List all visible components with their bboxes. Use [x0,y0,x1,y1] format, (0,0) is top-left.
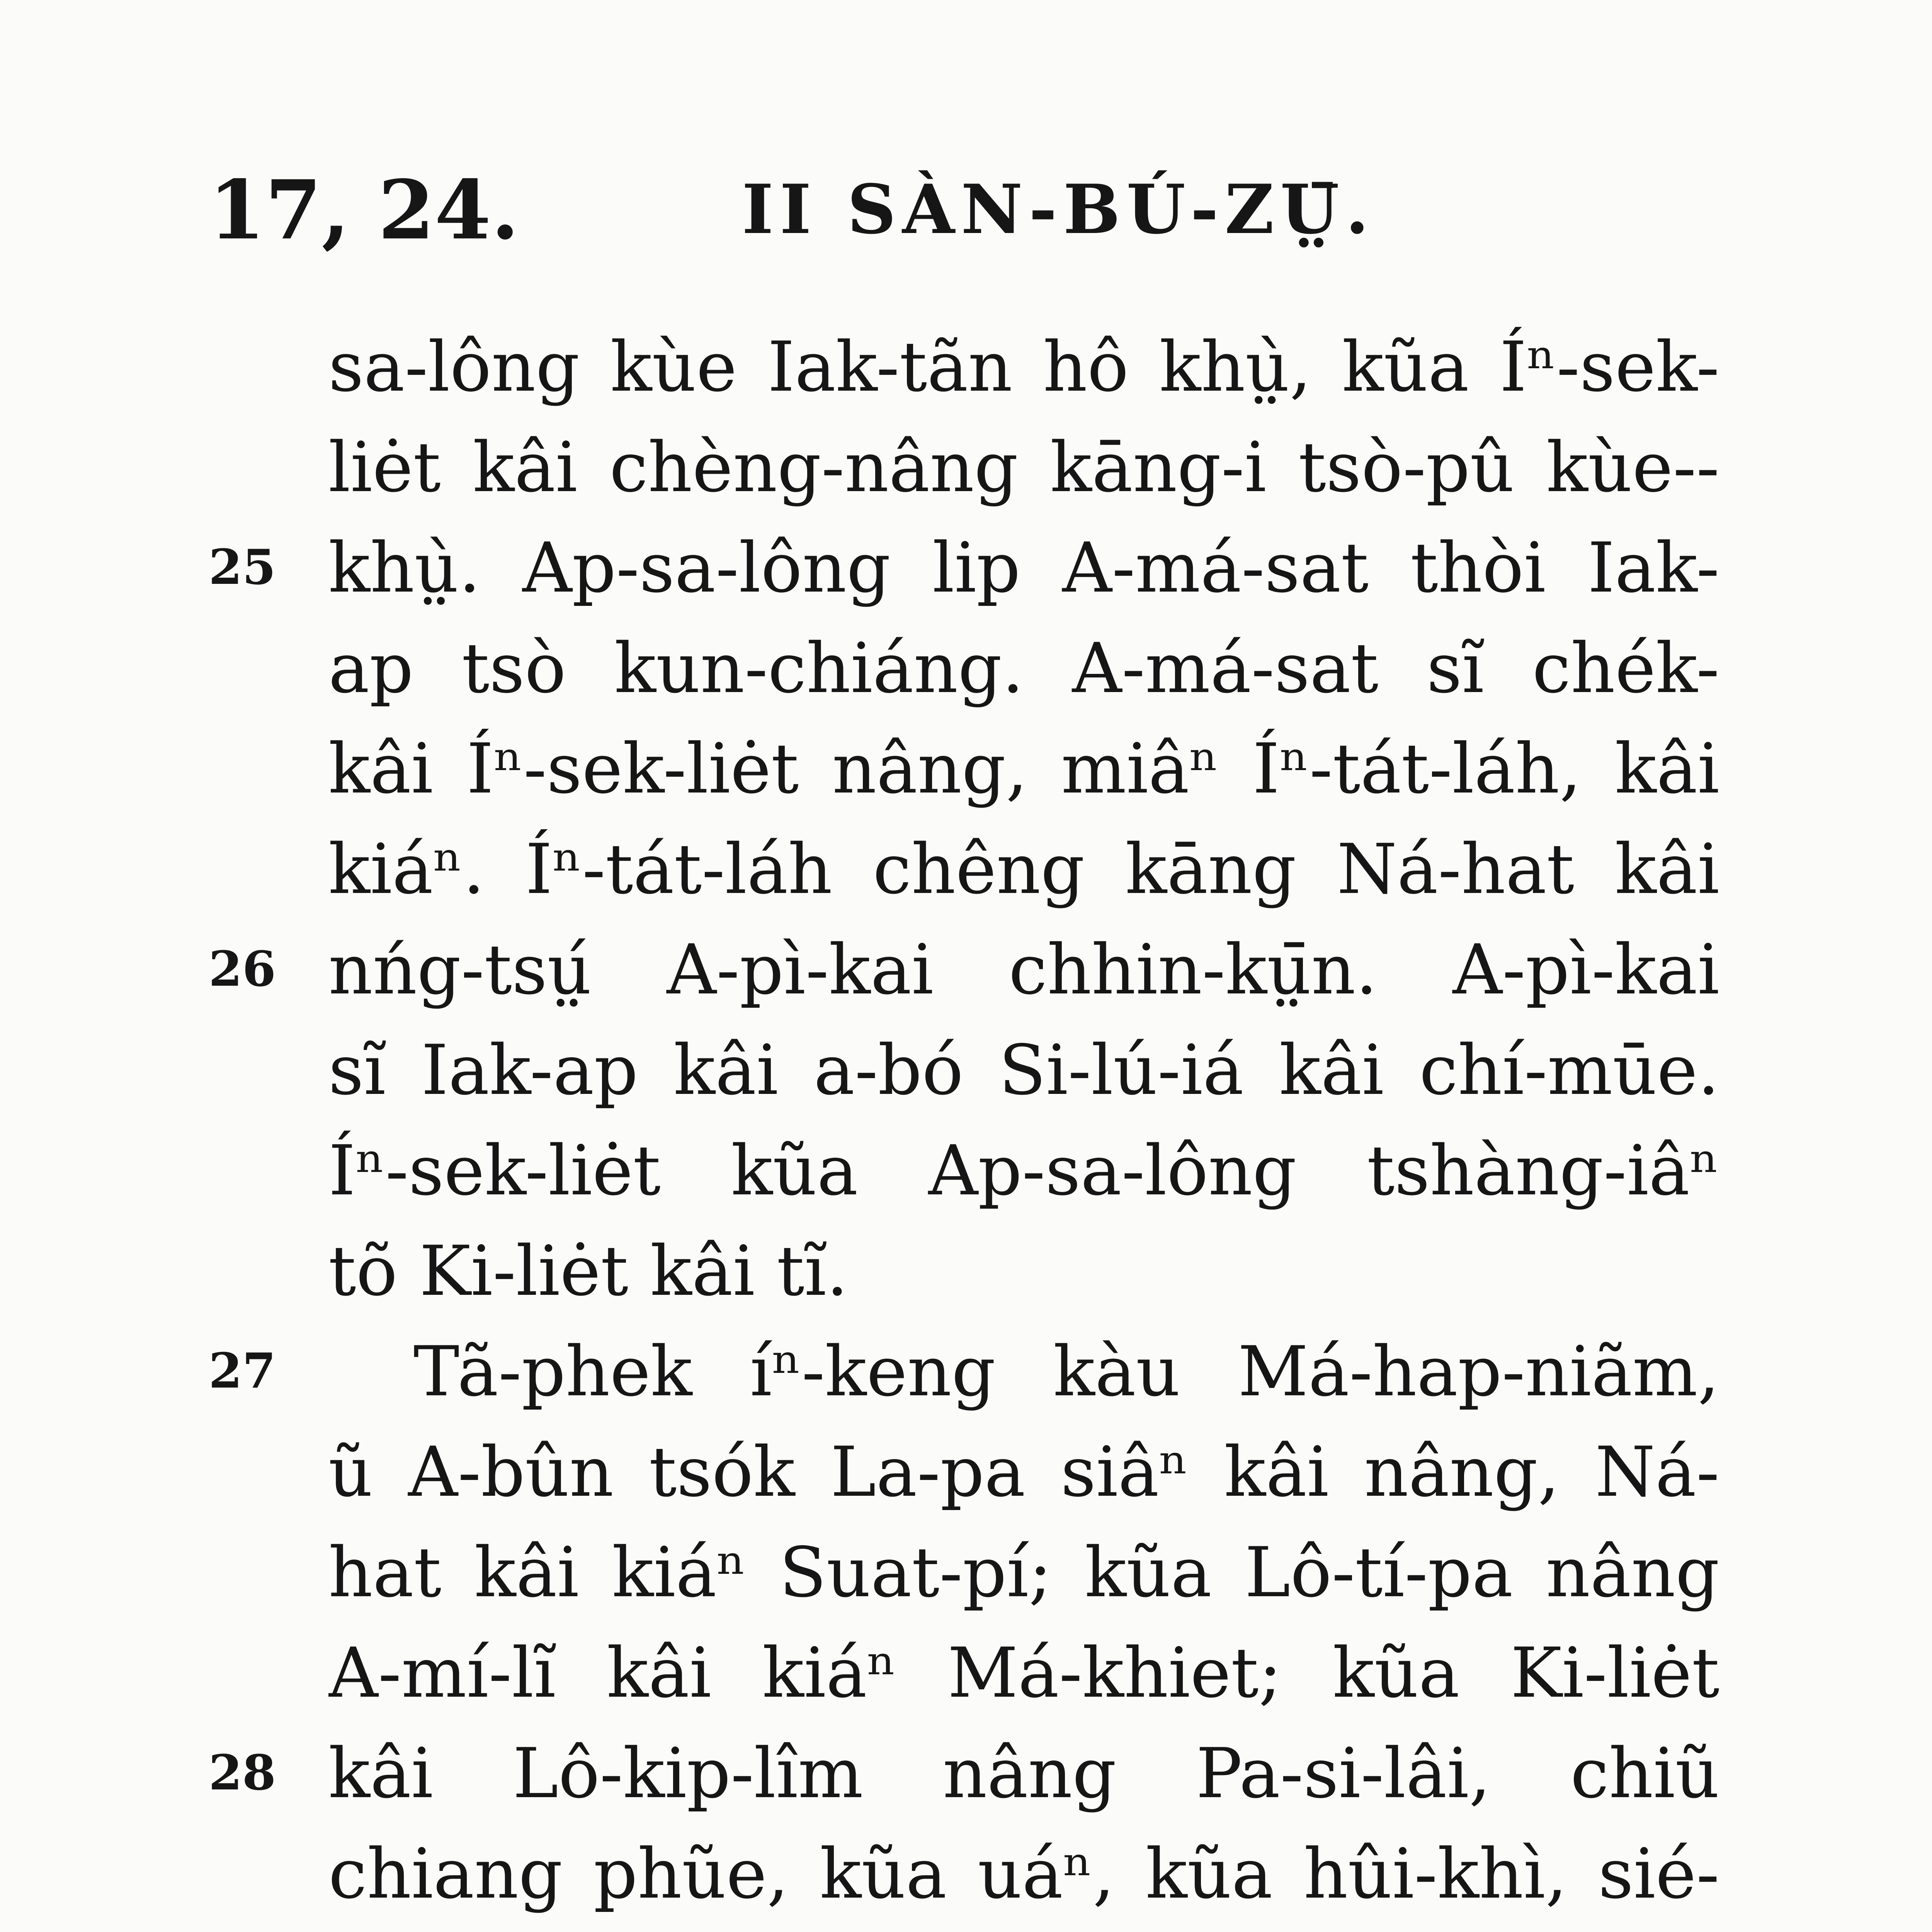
verse-number: 25 [209,539,276,595]
line-text: nńg-tsṳ́ A-pì-kai chhin-kṳ̄n. A-pì-kai [328,930,1719,1010]
line-text: ap tsò kun-chiáng. A-má-sat sĩ chék- [328,628,1719,708]
verse-number: 27 [209,1343,276,1399]
line-text [328,1924,1719,1932]
line-text: Íⁿ-sek-liėt kũa Ap-sa-lông tshàng-iâⁿ [328,1131,1719,1211]
text-line [0,1824,1932,1928]
text-line [0,417,1932,522]
line-text: khṳ̀. Ap-sa-lông lip A-má-sat thòi Iak- [328,528,1719,608]
text-line [0,618,1932,723]
line-text: A-mí-lĩ kâi kiáⁿ Má-khiet; kũa Ki-liėt [328,1633,1719,1713]
line-text: sa-lông kùe Iak-tãn hô khṳ̀, kũa Íⁿ-sek- [328,327,1719,407]
line-text: liėt kâi chèng-nâng kāng-i tsò-pû kùe-- [328,427,1719,507]
line-text: chiang phũe, kũa uáⁿ, kũa hûi-khì, sié- [328,1834,1719,1914]
verse-number: 28 [209,1745,276,1801]
text-line [0,920,1932,1024]
page-header [0,162,1932,278]
text-line [0,317,1932,421]
line-text: Tã-phek íⁿ-keng kàu Má-hap-niãm, [413,1332,1719,1412]
text-line [0,1723,1932,1828]
line-text: hat kâi kiáⁿ Suat-pí; kũa Lô-tí-pa nâng [328,1532,1719,1612]
line-text: tõ Ki-liėt kâi tĩ. [328,1231,849,1311]
verse-number: 26 [209,941,276,997]
running-title: II SÀN-BÚ-ZṲ̄. [742,170,1375,249]
line-text: sĩ Iak-ap kâi a-bó Si-lú-iá kâi chí-mūe. [328,1030,1719,1110]
text-line [0,1020,1932,1124]
text-line [0,1924,1932,1932]
text-line [0,1522,1932,1627]
chapter-verse-reference: 17, 24. [209,162,519,258]
text-line [0,719,1932,823]
text-line [0,819,1932,923]
text-line [0,1623,1932,1727]
text-line [0,1321,1932,1426]
text-line [0,1221,1932,1325]
line-text: kiáⁿ. Íⁿ-tát-láh chêng kāng Ná-hat kâi [328,829,1719,909]
text-line [0,518,1932,622]
text-line [0,1422,1932,1526]
text-line [0,1121,1932,1225]
line-text: kâi Íⁿ-sek-liėt nâng, miâⁿ Íⁿ-tát-láh, kâi [328,729,1719,809]
line-text: ũ A-bûn tsók La-pa siâⁿ kâi nâng, Ná- [328,1432,1719,1512]
line-text: kâi Lô-kip-lîm nâng Pa-si-lâi, chiũ [328,1733,1719,1813]
